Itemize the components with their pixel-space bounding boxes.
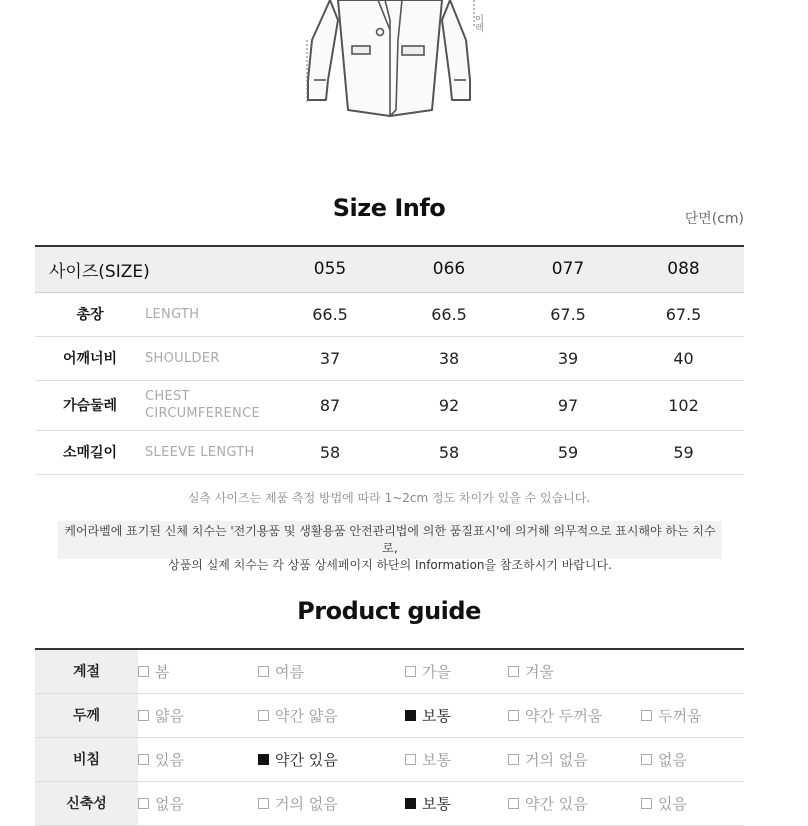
measurement-note: 실측 사이즈는 제품 측정 방법에 따라 1~2cm 정도 차이가 있을 수 있습니다. — [187, 491, 591, 505]
guide-option-label: 보통 — [422, 794, 451, 813]
size-table — [35, 245, 744, 475]
row-label-en: SLEEVE LENGTH — [145, 444, 255, 460]
guide-option-label: 여름 — [275, 662, 304, 681]
guide-option — [258, 693, 405, 737]
size-header-label: 사이즈(SIZE) — [49, 261, 150, 282]
guide-option — [138, 781, 258, 825]
guide-option — [405, 649, 508, 693]
guide-option — [508, 649, 641, 693]
checkbox-icon — [405, 666, 416, 677]
guide-row — [35, 737, 744, 781]
size-table-header — [35, 246, 744, 292]
guide-option — [405, 693, 508, 737]
cell-value: 58 — [319, 442, 341, 462]
cell-value: 38 — [438, 348, 460, 368]
guide-row — [35, 649, 744, 693]
guide-option-label: 얇음 — [155, 706, 184, 725]
guide-option-label: 가을 — [422, 662, 451, 681]
guide-option-label: 없음 — [658, 750, 687, 769]
size-header-088: 088 — [667, 259, 700, 280]
cell-value: 66.5 — [312, 304, 348, 324]
row-label-en: SHOULDER — [145, 350, 220, 366]
size-header-077: 077 — [551, 259, 585, 280]
guide-option — [405, 781, 508, 825]
jacket-measurement-illustration — [290, 0, 490, 125]
guide-option-label: 약간 있음 — [275, 750, 338, 769]
guide-row-label: 계절 — [35, 649, 138, 693]
checkbox-icon — [641, 754, 652, 765]
checkbox-icon — [138, 710, 149, 721]
row-label-ko: 소매길이 — [62, 445, 118, 461]
guide-option-label: 없음 — [155, 794, 184, 813]
guide-row — [35, 781, 744, 825]
row-label-en: CHEST CIRCUMFERENCE — [145, 389, 260, 421]
cell-value: 67.5 — [550, 304, 586, 324]
checkbox-icon — [508, 798, 519, 809]
cell-value: 92 — [438, 395, 460, 415]
notice-line-2: 상품의 실제 치수는 각 상품 상세페이지 하단의 Information을 참조하시기 바랍니다. — [168, 558, 612, 572]
guide-option — [641, 737, 744, 781]
table-row — [35, 292, 744, 336]
guide-option — [508, 781, 641, 825]
guide-option-label: 약간 두꺼움 — [525, 706, 603, 725]
unit-label: 단면(cm) — [684, 211, 744, 227]
guide-option-label: 있음 — [155, 750, 184, 769]
guide-option-label: 있음 — [658, 794, 687, 813]
checkbox-icon — [258, 798, 269, 809]
checkbox-icon — [508, 710, 519, 721]
checkbox-icon — [641, 710, 652, 721]
guide-option-label: 약간 있음 — [525, 794, 588, 813]
product-guide-table — [35, 648, 744, 826]
checkbox-icon — [138, 798, 149, 809]
size-info-title: Size Info — [332, 194, 446, 222]
guide-option-label: 거의 없음 — [525, 750, 588, 769]
guide-option — [138, 693, 258, 737]
cell-value: 59 — [557, 442, 579, 462]
guide-option — [138, 649, 258, 693]
table-row — [35, 336, 744, 380]
guide-option-label: 보통 — [422, 750, 451, 769]
cell-value: 37 — [319, 348, 341, 368]
guide-option — [258, 649, 405, 693]
guide-option — [258, 737, 405, 781]
cell-value: 67.5 — [665, 304, 702, 324]
checked-box-icon — [405, 710, 416, 721]
cell-value: 58 — [438, 442, 460, 462]
checkbox-icon — [405, 754, 416, 765]
row-label-en: LENGTH — [145, 306, 200, 322]
size-header-066: 066 — [432, 259, 466, 280]
checkbox-icon — [258, 666, 269, 677]
guide-option — [138, 737, 258, 781]
checkbox-icon — [138, 754, 149, 765]
checkbox-icon — [508, 666, 519, 677]
cell-value: 97 — [557, 395, 579, 415]
guide-row — [35, 693, 744, 737]
empty-cell — [641, 649, 744, 693]
care-label-notice — [58, 521, 722, 572]
guide-row-label: 두께 — [35, 693, 138, 737]
checkbox-icon — [641, 798, 652, 809]
guide-option — [258, 781, 405, 825]
checkbox-icon — [138, 666, 149, 677]
guide-option — [641, 781, 744, 825]
guide-option — [508, 737, 641, 781]
cell-value: 59 — [673, 442, 694, 462]
checked-box-icon — [258, 754, 269, 765]
guide-row-label: 비침 — [35, 737, 138, 781]
cell-value: 39 — [557, 348, 579, 368]
cell-value: 66.5 — [431, 304, 467, 324]
guide-option — [641, 693, 744, 737]
guide-option-label: 약간 얇음 — [275, 706, 338, 725]
guide-option-label: 겨울 — [525, 662, 554, 681]
product-guide-title: Product guide — [297, 597, 481, 625]
row-label-ko: 어깨너비 — [62, 351, 118, 367]
measure-label: 이렉 — [473, 14, 483, 32]
guide-option — [405, 737, 508, 781]
row-label-ko: 총장 — [76, 307, 104, 323]
guide-option — [508, 693, 641, 737]
guide-option-label: 보통 — [422, 706, 451, 725]
checkbox-icon — [258, 710, 269, 721]
cell-value: 102 — [668, 395, 699, 415]
guide-row-label: 신축성 — [35, 781, 138, 825]
guide-option-label: 거의 없음 — [275, 794, 338, 813]
cell-value: 87 — [319, 395, 341, 415]
row-label-ko: 가슴둘레 — [62, 398, 118, 414]
guide-option-label: 봄 — [155, 662, 170, 681]
guide-option-label: 두꺼움 — [658, 706, 702, 725]
table-row — [35, 380, 744, 430]
cell-value: 40 — [673, 348, 694, 368]
checked-box-icon — [405, 798, 416, 809]
table-row — [35, 430, 744, 474]
notice-line-1: 케어라벨에 표기된 신체 치수는 '전기용품 및 생활용품 안전관리법에 의한 품질표시'에 의거해 의무적으로 표시해야 하는 치수로, — [64, 524, 716, 555]
size-header-055: 055 — [313, 259, 347, 280]
checkbox-icon — [508, 754, 519, 765]
